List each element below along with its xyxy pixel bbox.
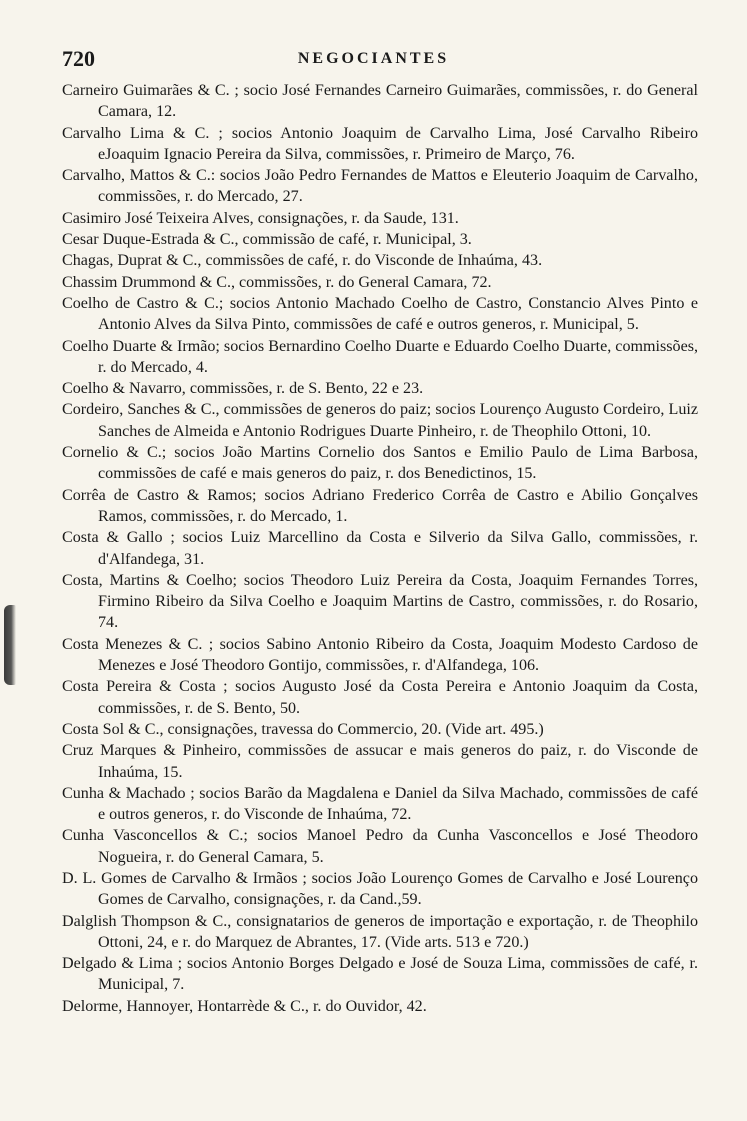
list-item: Costa & Gallo ; socios Luiz Marcellino da Costa e Silverio da Silva Gallo, commissões, r. d'Alfandega, 31. [62, 529, 698, 568]
list-item: Chassim Drummond & C., commissões, r. do General Camara, 72. [62, 273, 492, 291]
list-item: Casimiro José Teixeira Alves, consignações, r. da Saude, 131. [62, 209, 459, 227]
list-item: Delorme, Hannoyer, Hontarrède & C., r. do Ouvidor, 42. [62, 997, 427, 1015]
list-item: Cordeiro, Sanches & C., commissões de generos do paiz; socios Lourenço Augusto Cordeiro, Luiz Sanches de Almeida e Antonio Rodrigues Duarte Pinheiro, r. de Theophilo Ottoni, 10. [62, 401, 698, 440]
entries-list [62, 80, 698, 1017]
running-head: NEGOCIANTES [297, 50, 450, 67]
list-item: Carvalho Lima & C. ; socios Antonio Joaquim de Carvalho Lima, José Carvalho Ribeiro eJoaquim Ignacio Pereira da Silva, commissões, r. Primeiro de Março, 76. [62, 124, 698, 163]
binding-mark [4, 605, 16, 685]
list-item: Cunha & Machado ; socios Barão da Magdalena e Daniel da Silva Machado, commissões de café e outros generos, r. do Visconde de Inhaúma, 72. [62, 784, 698, 824]
list-item: D. L. Gomes de Carvalho & Irmãos ; socios João Lourenço Gomes de Carvalho e José Lourenço Gomes de Carvalho, consignações, r. da Cand.,59. [62, 869, 698, 909]
list-item: Cruz Marques & Pinheiro, commissões de assucar e mais generos do paiz, r. do Visconde de Inhaúma, 15. [62, 742, 698, 781]
list-item: Costa, Martins & Coelho; socios Theodoro Luiz Pereira da Costa, Joaquim Fernandes Torres, Firmino Ribeiro da Silva Coelho e Joaquim Martins de Castro, commissões, r. do Rosario, 74. [62, 571, 698, 632]
list-item: Costa Pereira & Costa ; socios Augusto José da Costa Pereira e Antonio Joaquim da Costa, commissões, r. de S. Bento, 50. [62, 678, 698, 717]
list-item: Delgado & Lima ; socios Antonio Borges Delgado e José de Souza Lima, commissões de café, r. Municipal, 7. [62, 955, 698, 994]
list-item: Corrêa de Castro & Ramos; socios Adriano Frederico Corrêa de Castro e Abilio Gonçalves Ramos, commissões, r. do Mercado, 1. [62, 486, 698, 525]
list-item: Cornelio & C.; socios João Martins Cornelio dos Santos e Emilio Paulo de Lima Barbosa, commissões de café e mais generos do paiz, r. dos Benedictinos, 15. [62, 444, 698, 483]
page-header [0, 46, 747, 80]
list-item: Costa Sol & C., consignações, travessa do Commercio, 20. (Vide art. 495.) [62, 720, 544, 738]
page-number: 720 [62, 46, 95, 71]
list-item: Coelho Duarte & Irmão; socios Bernardino Coelho Duarte e Eduardo Coelho Duarte, commissões, r. do Mercado, 4. [62, 337, 698, 376]
list-item: Dalglish Thompson & C., consignatarios de generos de importação e exportação, r. de Theophilo Ottoni, 24, e r. do Marquez de Abrantes, 17. (Vide arts. 513 e 720.) [62, 912, 698, 951]
list-item: Coelho & Navarro, commissões, r. de S. Bento, 22 e 23. [62, 380, 424, 398]
list-item: Cesar Duque-Estrada & C., commissão de café, r. Municipal, 3. [62, 231, 472, 249]
list-item: Chagas, Duprat & C., commissões de café, r. do Visconde de Inhaúma, 43. [62, 252, 543, 270]
list-item: Cunha Vasconcellos & C.; socios Manoel Pedro da Cunha Vasconcellos e José Theodoro Nogueira, r. do General Camara, 5. [62, 827, 698, 866]
list-item: Coelho de Castro & C.; socios Antonio Machado Coelho de Castro, Constancio Alves Pinto e Antonio Alves da Silva Pinto, commissões de café e outros generos, r. Municipal, 5. [62, 294, 698, 334]
list-item: Carvalho, Mattos & C.: socios João Pedro Fernandes de Mattos e Eleuterio Joaquim de Carvalho, commissões, r. do Mercado, 27. [62, 167, 698, 206]
list-item: Carneiro Guimarães & C. ; socio José Fernandes Carneiro Guimarães, commissões, r. do General Camara, 12. [62, 82, 698, 121]
list-item: Costa Menezes & C. ; socios Sabino Antonio Ribeiro da Costa, Joaquim Modesto Cardoso de Menezes e José Theodoro Gontijo, commissões, r. d'Alfandega, 106. [62, 635, 698, 675]
